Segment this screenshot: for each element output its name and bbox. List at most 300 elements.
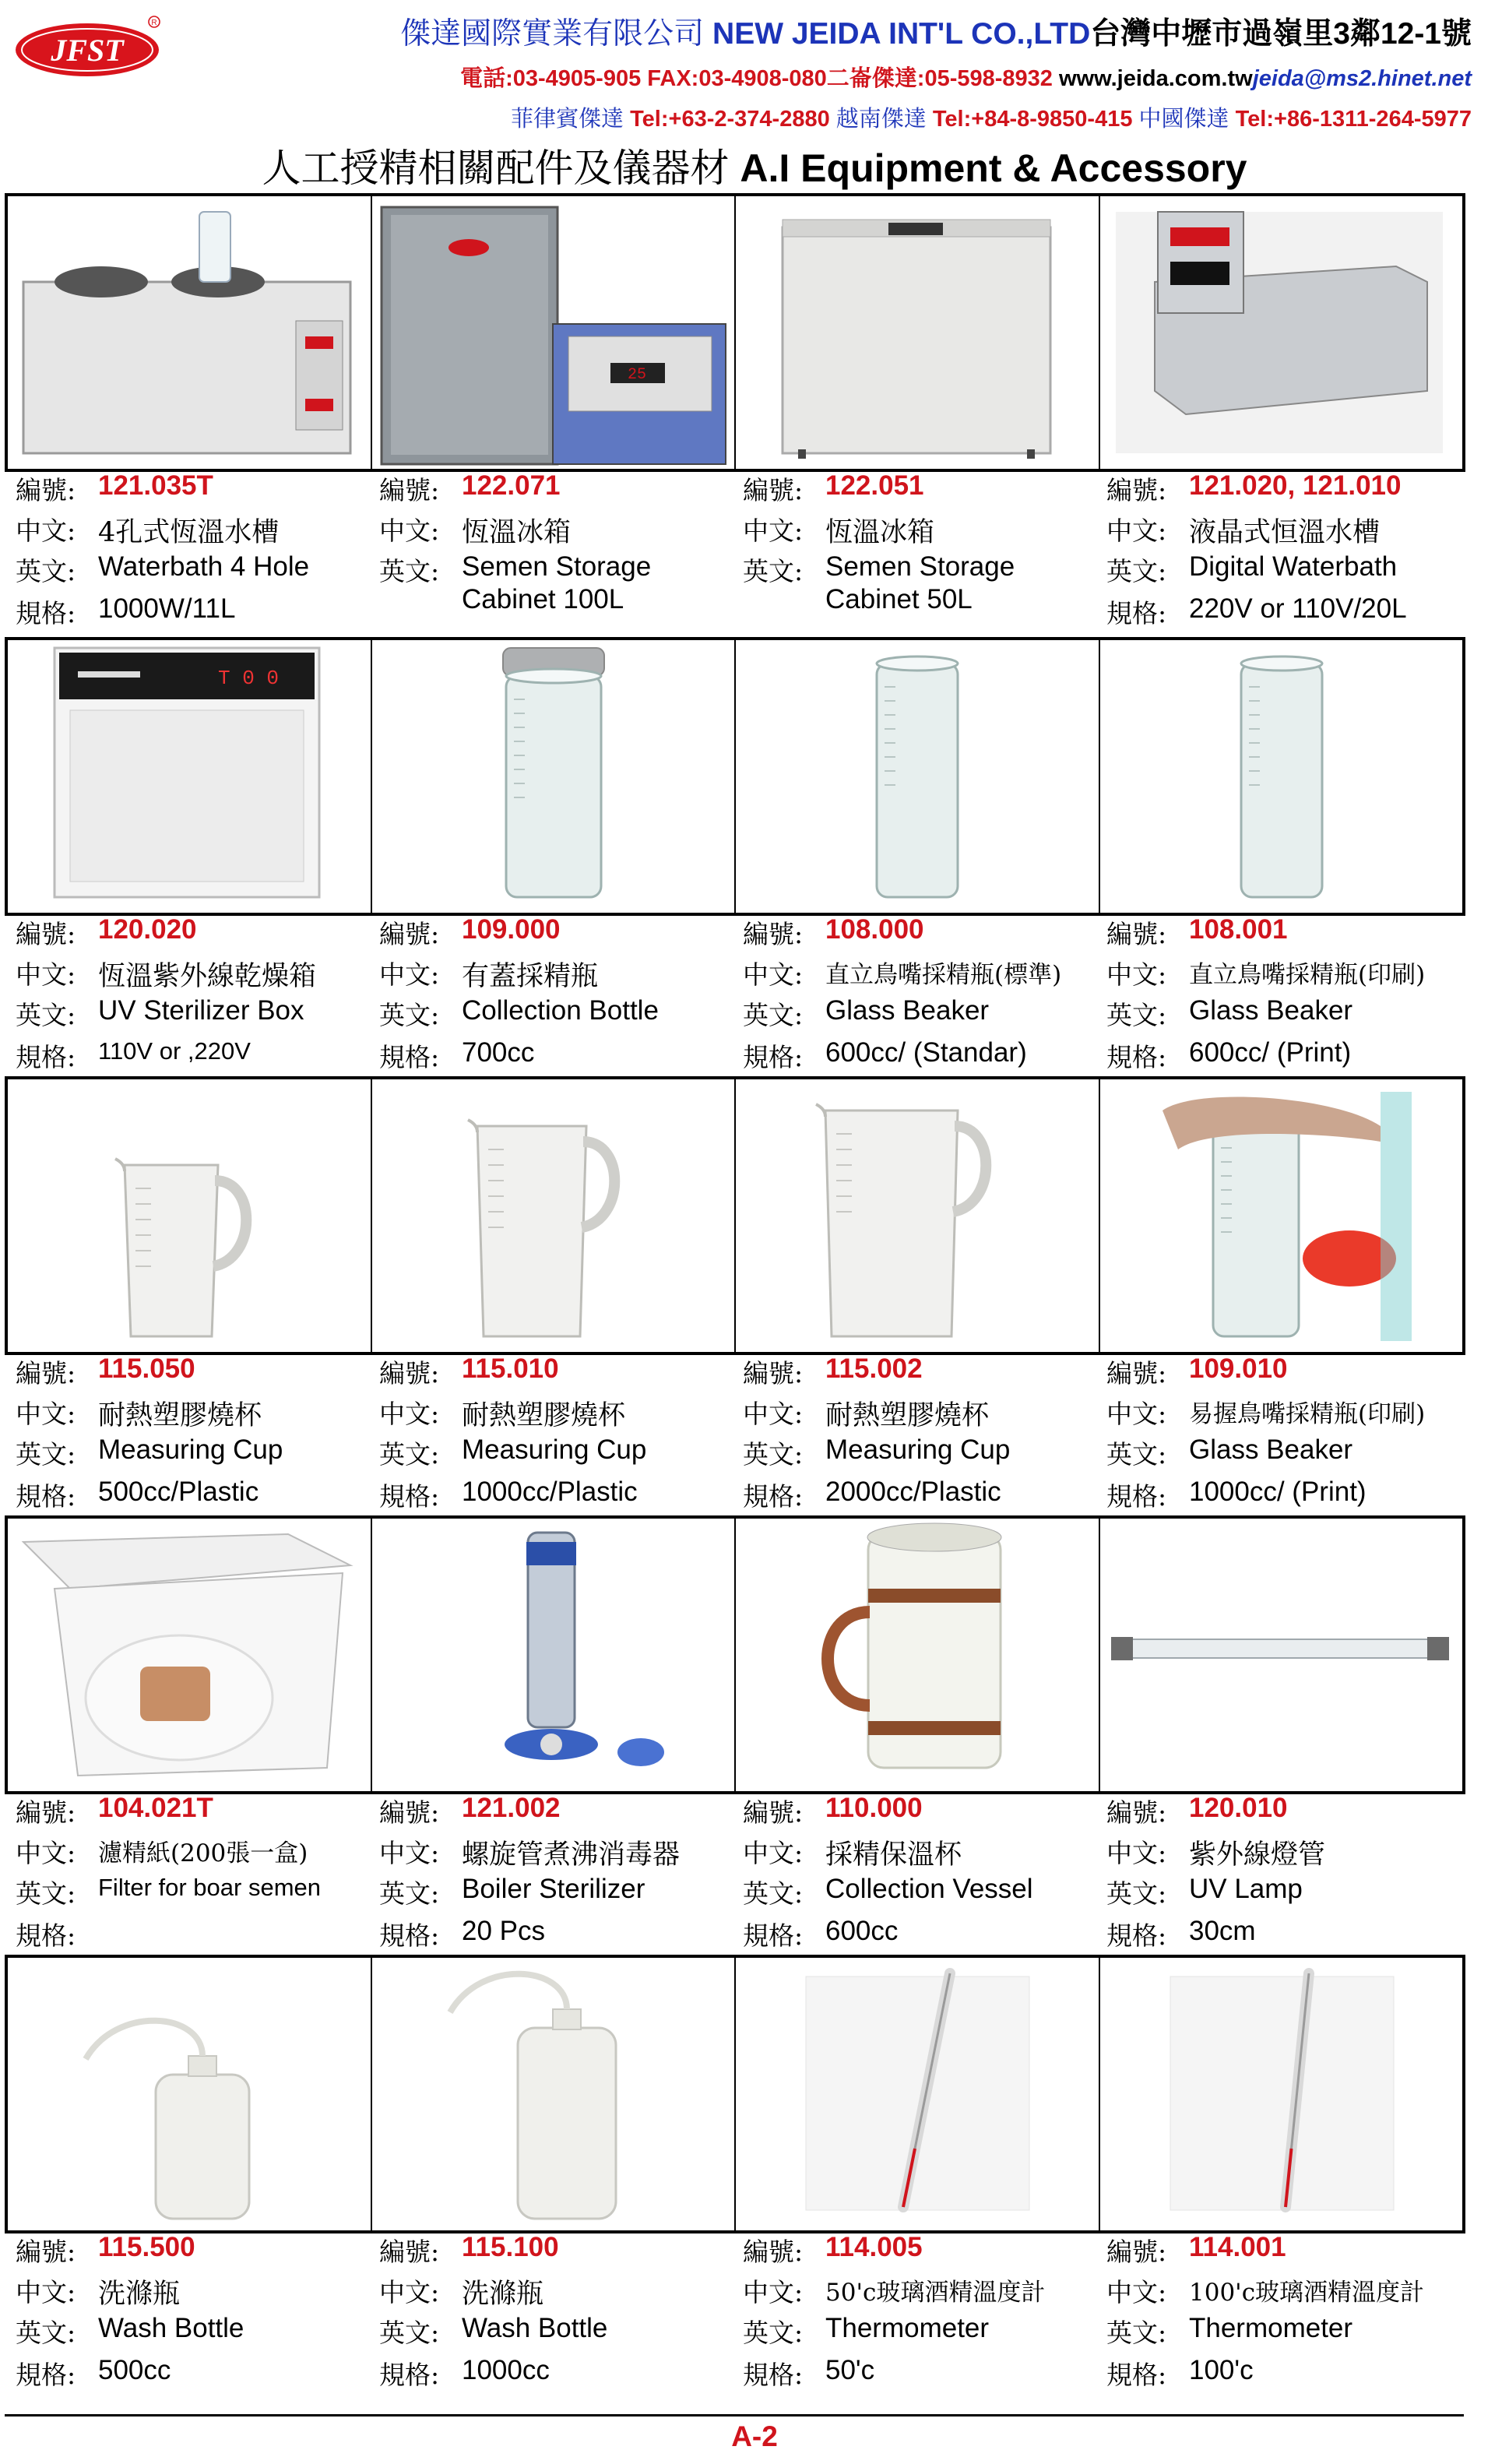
product-image-band [5,637,1465,916]
product-spec: 110V or ,220V [98,1037,251,1065]
product-code: 121.035T [98,470,213,501]
branch-vn-tel: Tel:+84-8-9850-415 [932,107,1133,132]
product-image-band [5,1515,1465,1794]
product-en-line [743,1874,1033,1914]
branch-erlun: 二崙傑達:05-598-8932 [826,66,1053,91]
product-name-zh: 耐熱塑膠燒杯 [98,1400,262,1431]
code-label: 編號: [379,475,440,505]
wash-bottle-500-image [8,1958,372,2230]
product-code-line [16,470,213,511]
zh-label: 中文: [379,516,440,546]
en-label: 英文: [1106,1439,1167,1470]
product-name-zh: 液晶式恒溫水槽 [1189,517,1381,548]
spec-label: 規格: [1106,1042,1167,1072]
product-spec: 30cm [1189,1916,1256,1946]
product-name-zh: 採精保溫杯 [825,1839,962,1871]
product-name-en: Thermometer [825,2313,990,2343]
product-zh-line [16,511,279,551]
code-label: 編號: [743,1358,804,1389]
product-name-zh: 50'c玻璃酒精溫度計 [825,2279,1046,2307]
spec-label: 規格: [16,1481,76,1512]
svg-text:25: 25 [627,366,646,384]
product-info [5,1353,368,1517]
zh-label: 中文: [1106,1838,1167,1868]
product-code: 108.001 [1189,914,1288,945]
product-name-en: Collection Vessel [825,1874,1033,1904]
product-code-line [379,470,561,511]
product-en-line [16,995,304,1036]
product-info [368,2232,732,2395]
collection-bottle-image [372,640,737,913]
thermometer-100-image [1100,1958,1463,2230]
product-name-en: Glass Beaker [825,995,990,1026]
product-spec-line [1106,593,1407,634]
product-info [1096,1793,1459,1956]
zh-label: 中文: [379,959,440,990]
product-name-zh: 100'c玻璃酒精溫度計 [1189,2279,1425,2307]
product-code-line [16,1793,213,1833]
product-name-en: Wash Bottle [462,2313,608,2343]
en-label: 英文: [379,1878,440,1909]
en-label: 英文: [1106,1000,1167,1030]
product-zh-line [1106,1394,1425,1434]
waterbath-4-hole-image [8,196,372,469]
product-code: 110.000 [825,1793,923,1823]
product-code: 108.000 [825,914,924,945]
product-code-line [1106,1353,1288,1394]
product-spec: 50'c [825,2355,875,2385]
product-name-en: Waterbath 4 Hole [98,551,310,582]
product-en-line [16,1434,283,1475]
product-name-zh: 螺旋管煮沸消毒器 [462,1839,681,1871]
zh-label: 中文: [743,2277,804,2307]
product-info [5,470,368,634]
product-zh-line [1106,511,1380,551]
en-label: 英文: [743,1878,804,1909]
zh-label: 中文: [1106,959,1167,990]
glass-beaker-standard-image [736,640,1100,913]
product-spec-line [1106,1916,1256,1956]
product-en-line [743,1434,1010,1475]
code-label: 編號: [1106,2237,1167,2267]
product-info [5,914,368,1078]
product-zh-line [1106,1833,1325,1874]
product-info [368,1353,732,1517]
product-spec-line [743,1916,898,1956]
en-label: 英文: [16,556,76,586]
glass-beaker-1000-image [1100,1079,1463,1352]
product-en-line [743,2313,989,2353]
product-row [5,1076,1464,1515]
en-label: 英文: [743,1439,804,1470]
product-info [368,470,732,634]
product-spec: 1000cc/Plastic [462,1477,638,1507]
branch-ph-label: 菲律賓傑達 [511,107,624,132]
product-en-line [1106,1434,1352,1475]
company-name-en: NEW JEIDA INT'L CO.,LTD [712,17,1091,51]
product-code-line [743,2232,923,2272]
code-label: 編號: [379,1797,440,1828]
email-link[interactable]: jeida@ms2.hinet.net [1252,66,1472,91]
product-code-line [1106,1793,1288,1833]
spec-label: 規格: [16,1042,76,1072]
product-spec-line [16,2355,171,2395]
product-name-zh: 耐熱塑膠燒杯 [825,1400,990,1431]
company-name-zh: 傑達國際實業有限公司 [400,17,705,51]
product-name-zh: 恆溫紫外線乾燥箱 [98,961,317,992]
branch-vn-label: 越南傑達 [835,107,927,132]
product-en-line [379,995,659,1036]
measuring-cup-2000-image [736,1079,1100,1352]
zh-label: 中文: [743,516,804,546]
product-spec: 700cc [462,1037,535,1068]
code-label: 編號: [1106,919,1167,949]
product-zh-line [743,2272,1045,2313]
en-label: 英文: [1106,1878,1167,1909]
product-info [1096,470,1459,634]
product-code: 115.100 [462,2232,559,2262]
product-zh-line [743,511,934,551]
product-name-zh: 易握鳥嘴採精瓶(印刷) [1189,1400,1426,1428]
product-zh-line [16,955,316,995]
page-title-en: A.I Equipment & Accessory [740,146,1247,190]
company-address: 台灣中壢市過嶺里3鄰12-1號 [1090,17,1472,51]
product-zh-line [743,1833,962,1874]
product-code: 104.021T [98,1793,213,1823]
product-name-en: Measuring Cup [825,1434,1011,1465]
product-code: 109.010 [1189,1353,1288,1384]
spec-label: 規格: [16,1920,76,1951]
footer-divider [5,2414,1464,2416]
product-en-line [16,551,309,592]
product-spec-line [16,1916,98,1956]
spec-label: 規格: [743,1920,804,1951]
code-label: 編號: [379,2237,440,2267]
zh-label: 中文: [1106,516,1167,546]
spec-label: 規格: [1106,1481,1167,1512]
product-spec-line [379,1477,638,1517]
product-code-line [1106,470,1401,511]
code-label: 編號: [1106,1797,1167,1828]
branch-ph-tel: Tel:+63-2-374-2880 [630,107,830,132]
product-zh-line [1106,2272,1424,2313]
zh-label: 中文: [16,1838,76,1868]
product-en-line [1106,995,1352,1036]
product-spec: 500cc/Plastic [98,1477,259,1507]
product-info [368,1793,732,1956]
product-code: 122.051 [825,470,924,501]
product-grid [5,193,1464,2394]
page-title [0,137,1509,193]
boiler-sterilizer-image [372,1519,737,1791]
logo-text: JFST [51,33,124,68]
en-label: 英文: [743,2318,804,2348]
product-code: 115.010 [462,1353,559,1384]
product-name-en: Filter for boar semen [98,1874,321,1901]
product-name-en: Semen Storage [825,551,1015,582]
product-spec-line [743,2355,874,2395]
product-spec-line [379,1916,545,1956]
uv-lamp-image [1100,1519,1463,1791]
product-row [5,193,1464,637]
product-code-line [1106,2232,1286,2272]
wash-bottle-1000-image [372,1958,737,2230]
product-spec: 500cc [98,2355,171,2385]
product-spec-line [1106,2355,1254,2395]
product-name-en: Semen Storage [462,551,652,582]
zh-label: 中文: [16,959,76,990]
zh-label: 中文: [743,1399,804,1429]
product-spec: 1000W/11L [98,593,236,624]
product-name-en-2: Cabinet 100L [462,584,624,614]
product-info [732,470,1096,634]
spec-label: 規格: [743,1042,804,1072]
product-name-en: Digital Waterbath [1189,551,1398,582]
en-label: 英文: [16,1878,76,1909]
en-label: 英文: [743,556,804,586]
product-row [5,1955,1464,2394]
product-code: 121.002 [462,1793,561,1823]
product-code: 115.050 [98,1353,195,1384]
product-name-zh: 恆溫冰箱 [825,517,935,548]
collection-vessel-image [736,1519,1100,1791]
svg-text:T 0 0: T 0 0 [218,667,280,690]
product-code-line [379,914,561,955]
semen-cabinet-100l-image [372,196,737,469]
uv-sterilizer-box-image [8,640,372,913]
zh-label: 中文: [1106,1399,1167,1429]
product-spec-line [16,1037,251,1078]
product-en-line [1106,1874,1303,1914]
code-label: 編號: [1106,1358,1167,1389]
branch-cn-tel: Tel:+86-1311-264-5977 [1235,107,1472,132]
code-label: 編號: [743,475,804,505]
en-label: 英文: [379,1439,440,1470]
product-code: 120.010 [1189,1793,1288,1823]
spec-label: 規格: [1106,598,1167,628]
product-spec: 100'c [1189,2355,1254,2385]
product-spec-line [1106,1477,1367,1517]
code-label: 編號: [16,1358,76,1389]
phone-fax: 電話:03-4905-905 FAX:03-4908-080 [460,66,827,91]
product-name-en: Boiler Sterilizer [462,1874,645,1904]
product-en-line [379,1874,645,1914]
product-spec-line [743,1037,1027,1078]
product-name-en: Wash Bottle [98,2313,244,2343]
glass-beaker-print-image [1100,640,1463,913]
en-label: 英文: [16,1000,76,1030]
measuring-cup-1000-image [372,1079,737,1352]
product-spec: 600cc [825,1916,899,1946]
product-info [1096,2232,1459,2395]
code-label: 編號: [16,919,76,949]
page-title-zh: 人工授精相關配件及儀器材 [262,146,730,191]
product-code-line [16,2232,195,2272]
product-spec: 220V or 110V/20L [1189,593,1407,624]
spec-label: 規格: [743,2360,804,2390]
product-code: 114.001 [1189,2232,1286,2262]
product-zh-line [379,2272,543,2313]
product-spec-line [16,593,235,634]
product-code-line [1106,914,1288,955]
product-code: 120.020 [98,914,197,945]
product-zh-line [743,1394,989,1434]
zh-label: 中文: [379,2277,440,2307]
product-zh-line [1106,955,1425,995]
product-info [732,914,1096,1078]
product-image-band [5,1955,1465,2233]
product-spec: 2000cc/Plastic [825,1477,1001,1507]
product-info [732,1793,1096,1956]
product-zh-line [379,1394,625,1434]
product-code-line [743,914,924,955]
product-zh-line [379,955,598,995]
product-code: 109.000 [462,914,561,945]
product-name-zh: 洗滌瓶 [462,2279,544,2310]
product-spec: 600cc/ (Standar) [825,1037,1027,1068]
product-name-zh: 直立鳥嘴採精瓶(印刷) [1189,961,1426,989]
header-contact-line [179,61,1472,93]
en-label: 英文: [1106,2318,1167,2348]
product-en-line [379,2313,607,2353]
product-en-line-2 [825,584,973,625]
product-zh-line [743,955,1061,995]
product-name-en: UV Sterilizer Box [98,995,304,1026]
product-code: 121.020, 121.010 [1189,470,1402,501]
product-name-en-2: Cabinet 50L [825,584,973,614]
product-name-zh: 有蓋採精瓶 [462,961,599,992]
branch-cn-label: 中國傑達 [1138,107,1229,132]
code-label: 編號: [743,1797,804,1828]
product-code: 114.005 [825,2232,923,2262]
product-zh-line [379,1833,680,1874]
zh-label: 中文: [1106,2277,1167,2307]
product-code-line [379,2232,559,2272]
product-name-zh: 紫外線燈管 [1189,1839,1326,1871]
code-label: 編號: [379,919,440,949]
en-label: 英文: [16,1439,76,1470]
code-label: 編號: [743,2237,804,2267]
product-en-line [379,1434,646,1475]
product-row [5,637,1464,1076]
product-code-line [379,1793,561,1833]
product-spec: 1000cc [462,2355,550,2385]
product-image-band [5,193,1465,472]
product-code-line [743,470,924,511]
product-name-en: Glass Beaker [1189,1434,1353,1465]
zh-label: 中文: [743,959,804,990]
product-name-zh: 洗滌瓶 [98,2279,181,2310]
measuring-cup-500-image [8,1079,372,1352]
product-code-line [16,914,197,955]
product-name-zh: 耐熱塑膠燒杯 [462,1400,626,1431]
spec-label: 規格: [1106,1920,1167,1951]
spec-label: 規格: [379,1042,440,1072]
product-zh-line [16,2272,180,2313]
digital-waterbath-image [1100,196,1463,469]
product-en-line [743,995,989,1036]
product-name-en: Measuring Cup [98,1434,283,1465]
product-en-line [16,1874,321,1914]
zh-label: 中文: [743,1838,804,1868]
semen-cabinet-50l-image [736,196,1100,469]
product-code: 115.500 [98,2232,195,2262]
page-number: A-2 [731,2420,778,2452]
product-zh-line [379,511,571,551]
code-label: 編號: [16,1797,76,1828]
spec-label: 規格: [379,1481,440,1512]
zh-label: 中文: [379,1399,440,1429]
thermometer-50-image [736,1958,1100,2230]
product-code-line [743,1793,923,1833]
en-label: 英文: [379,2318,440,2348]
product-info [368,914,732,1078]
code-label: 編號: [16,2237,76,2267]
spec-label: 規格: [379,2360,440,2390]
product-info [5,2232,368,2395]
product-zh-line [16,1394,262,1434]
en-label: 英文: [1106,556,1167,586]
product-name-en: Measuring Cup [462,1434,647,1465]
spec-label: 規格: [16,2360,76,2390]
header-company-line [179,9,1472,53]
jfst-logo [11,14,167,81]
product-spec: 1000cc/ (Print) [1189,1477,1367,1507]
en-label: 英文: [379,1000,440,1030]
en-label: 英文: [743,1000,804,1030]
product-code-line [743,1353,923,1394]
zh-label: 中文: [16,1399,76,1429]
zh-label: 中文: [16,2277,76,2307]
product-name-en: UV Lamp [1189,1874,1303,1904]
filter-paper-box-image [8,1519,372,1791]
product-image-band [5,1076,1465,1355]
product-spec-line [16,1477,259,1517]
zh-label: 中文: [379,1838,440,1868]
product-name-en: Glass Beaker [1189,995,1353,1026]
website-link[interactable]: www.jeida.com.tw [1059,66,1253,91]
code-label: 編號: [1106,475,1167,505]
product-name-zh: 濾精紙(200張一盒) [98,1839,308,1867]
en-label: 英文: [379,556,440,586]
product-spec-line [379,1037,534,1078]
product-name-zh: 4孔式恆溫水槽 [98,517,280,548]
en-label: 英文: [16,2318,76,2348]
product-info [5,1793,368,1956]
spec-label: 規格: [743,1481,804,1512]
product-code-line [16,1353,195,1394]
product-info [1096,1353,1459,1517]
product-code: 115.002 [825,1353,923,1384]
product-name-en: Thermometer [1189,2313,1353,2343]
svg-text:R: R [151,19,157,27]
code-label: 編號: [379,1358,440,1389]
product-row [5,1515,1464,1955]
product-en-line [1106,2313,1352,2353]
code-label: 編號: [743,919,804,949]
product-spec: 20 Pcs [462,1916,545,1946]
product-en-line [16,2313,244,2353]
product-info [732,2232,1096,2395]
product-spec-line [743,1477,1001,1517]
spec-label: 規格: [379,1920,440,1951]
product-spec: 600cc/ (Print) [1189,1037,1352,1068]
spec-label: 規格: [1106,2360,1167,2390]
product-spec-line [1106,1037,1351,1078]
zh-label: 中文: [16,516,76,546]
code-label: 編號: [16,475,76,505]
header-branches-line [179,101,1472,133]
